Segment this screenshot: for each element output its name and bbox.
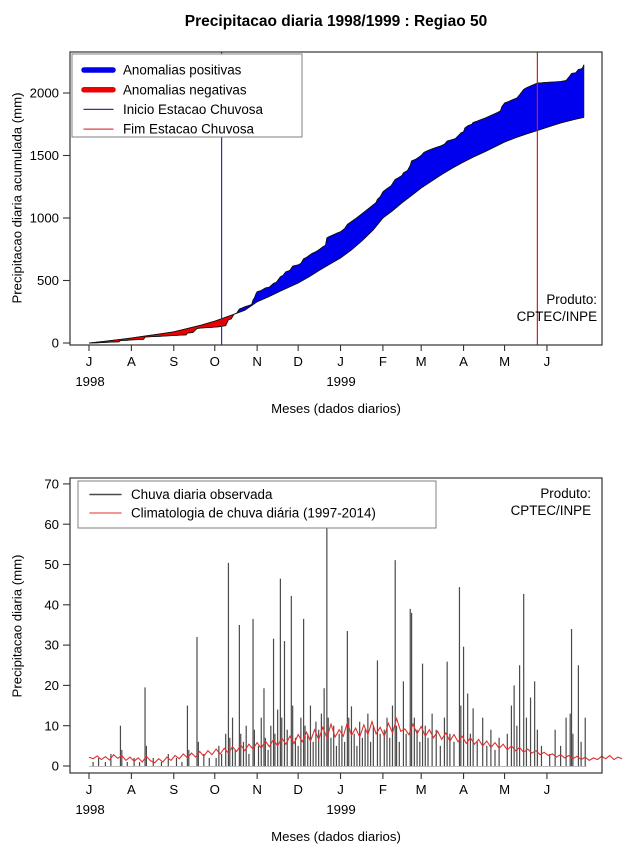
x-tick-label: F	[378, 782, 387, 797]
y-tick-label: 60	[44, 516, 59, 532]
x-tick-label: N	[252, 354, 262, 369]
top-produto-credit	[517, 292, 597, 325]
x-tick-label: D	[293, 782, 303, 797]
bottom-y-axis-label: Precipitacao diaria (mm)	[9, 554, 25, 698]
x-tick-label: M	[499, 782, 511, 797]
x-tick-label: N	[252, 782, 262, 797]
bottom-year-1998-label: 1998	[75, 802, 105, 817]
legend-label: Chuva diaria observada	[131, 487, 273, 503]
x-tick-label: S	[169, 354, 179, 369]
y-tick-label: 1500	[29, 148, 59, 164]
top-year-1998-label: 1998	[75, 374, 105, 389]
climatology-daily-line	[89, 718, 622, 762]
legend-label: Anomalias positivas	[123, 62, 242, 78]
x-tick-label: F	[378, 354, 387, 369]
x-tick-label: M	[499, 354, 511, 369]
y-tick-label: 10	[44, 718, 59, 734]
bottom-chart	[44, 477, 622, 798]
bottom-year-1999-label: 1999	[326, 802, 356, 817]
y-tick-label: 1000	[29, 210, 59, 226]
produto-org: CPTEC/INPE	[510, 502, 591, 518]
legend-label: Climatologia de chuva diária (1997-2014)	[131, 505, 376, 521]
x-tick-label: J	[85, 354, 93, 369]
top-x-axis-label: Meses (dados diarios)	[271, 401, 401, 416]
x-tick-label: A	[459, 782, 468, 797]
y-tick-label: 2000	[29, 85, 59, 101]
x-tick-label: O	[209, 354, 220, 369]
produto-label: Produto:	[540, 486, 591, 501]
x-tick-label: A	[459, 354, 468, 369]
bottom-x-axis-label: Meses (dados diarios)	[271, 829, 401, 844]
negative-anomaly-area	[89, 314, 234, 343]
climatology-cumulative-curve	[89, 117, 584, 343]
bottom-legend	[78, 481, 436, 528]
x-tick-label: A	[126, 354, 136, 369]
y-tick-label: 0	[51, 335, 59, 351]
x-tick-label: J	[85, 782, 93, 797]
y-tick-label: 70	[44, 476, 59, 492]
x-tick-label: J	[543, 782, 551, 797]
x-tick-label: A	[126, 782, 136, 797]
chart-title: Precipitacao diaria 1998/1999 : Regiao 50	[184, 13, 488, 30]
x-tick-label: J	[337, 354, 344, 369]
top-legend	[72, 54, 302, 137]
produto-org: CPTEC/INPE	[516, 308, 597, 324]
x-tick-label: O	[209, 782, 220, 797]
x-tick-label: D	[293, 354, 303, 369]
x-tick-label: J	[337, 782, 344, 797]
legend-label: Inicio Estacao Chuvosa	[123, 102, 263, 117]
top-year-1999-label: 1999	[326, 374, 356, 389]
legend-label: Anomalias negativas	[123, 82, 247, 98]
y-tick-label: 40	[44, 597, 59, 613]
y-tick-label: 20	[44, 678, 59, 693]
produto-label: Produto:	[546, 292, 597, 307]
y-tick-label: 500	[36, 273, 59, 289]
bottom-produto-credit	[511, 486, 591, 519]
x-tick-label: S	[169, 782, 179, 797]
x-tick-label: M	[415, 782, 427, 797]
y-tick-label: 30	[44, 637, 59, 653]
top-y-axis-label: Precipitacao diaria acumulada (mm)	[9, 92, 25, 304]
x-tick-label: J	[543, 354, 551, 369]
y-tick-label: 0	[51, 758, 59, 774]
y-tick-label: 50	[44, 557, 59, 573]
x-tick-label: M	[415, 354, 427, 369]
legend-label: Fim Estacao Chuvosa	[123, 121, 254, 137]
